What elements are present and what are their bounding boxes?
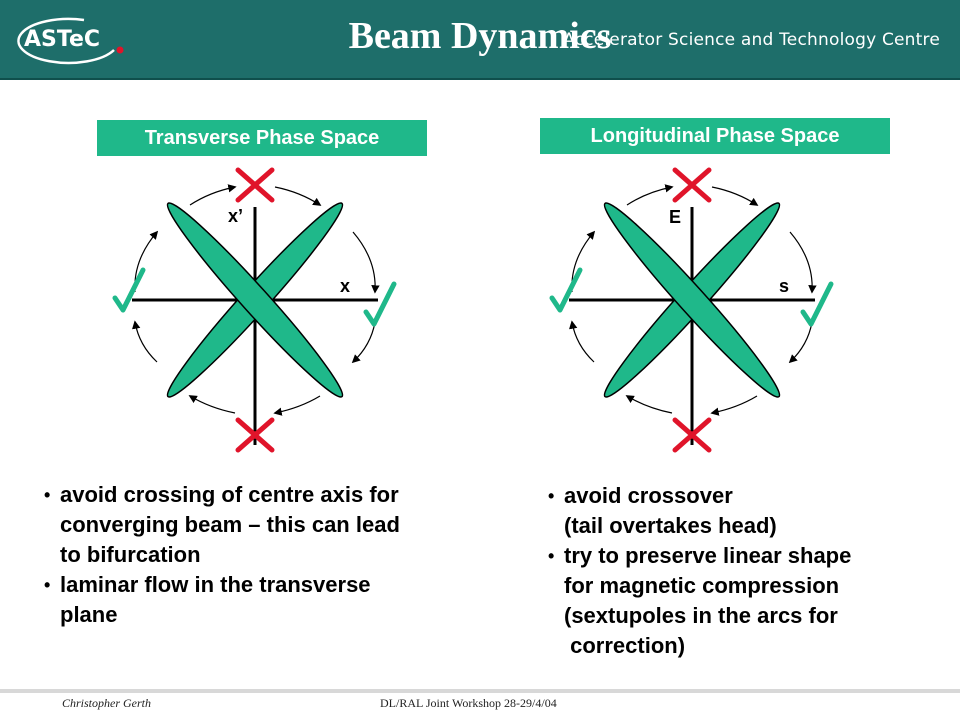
x-axis-label: x (340, 276, 351, 296)
logo-text: ASTeC (24, 27, 101, 52)
footer-author: Christopher Gerth (62, 696, 152, 710)
longitudinal-diagram (552, 170, 831, 450)
e-axis-label: E (669, 207, 682, 227)
organisation-name: Accelerator Science and Technology Centre (563, 30, 940, 50)
longitudinal-panel-title: Longitudinal Phase Space (540, 118, 890, 154)
bullet-item: • laminar flow in the transverse plane (44, 570, 504, 630)
page-title: Beam Dynamics (348, 15, 612, 57)
footer-event: DL/RAL Joint Workshop 28-29/4/04 (380, 696, 557, 710)
x-prime-axis-label: x’ (228, 206, 244, 226)
footer-divider (0, 689, 960, 693)
bullet-item: • try to preserve linear shape for magnetic compression (sextupoles in the arcs for correction) (548, 541, 948, 661)
transverse-bullet-list (44, 480, 504, 630)
bullet-item: • avoid crossing of centre axis for converging beam – this can lead to bifurcation (44, 480, 504, 570)
bullet-item: • avoid crossover (tail overtakes head) (548, 481, 948, 541)
s-axis-label: s (779, 276, 790, 296)
transverse-panel-title: Transverse Phase Space (97, 120, 427, 156)
transverse-diagram (115, 170, 394, 450)
longitudinal-bullet-list (548, 481, 948, 661)
